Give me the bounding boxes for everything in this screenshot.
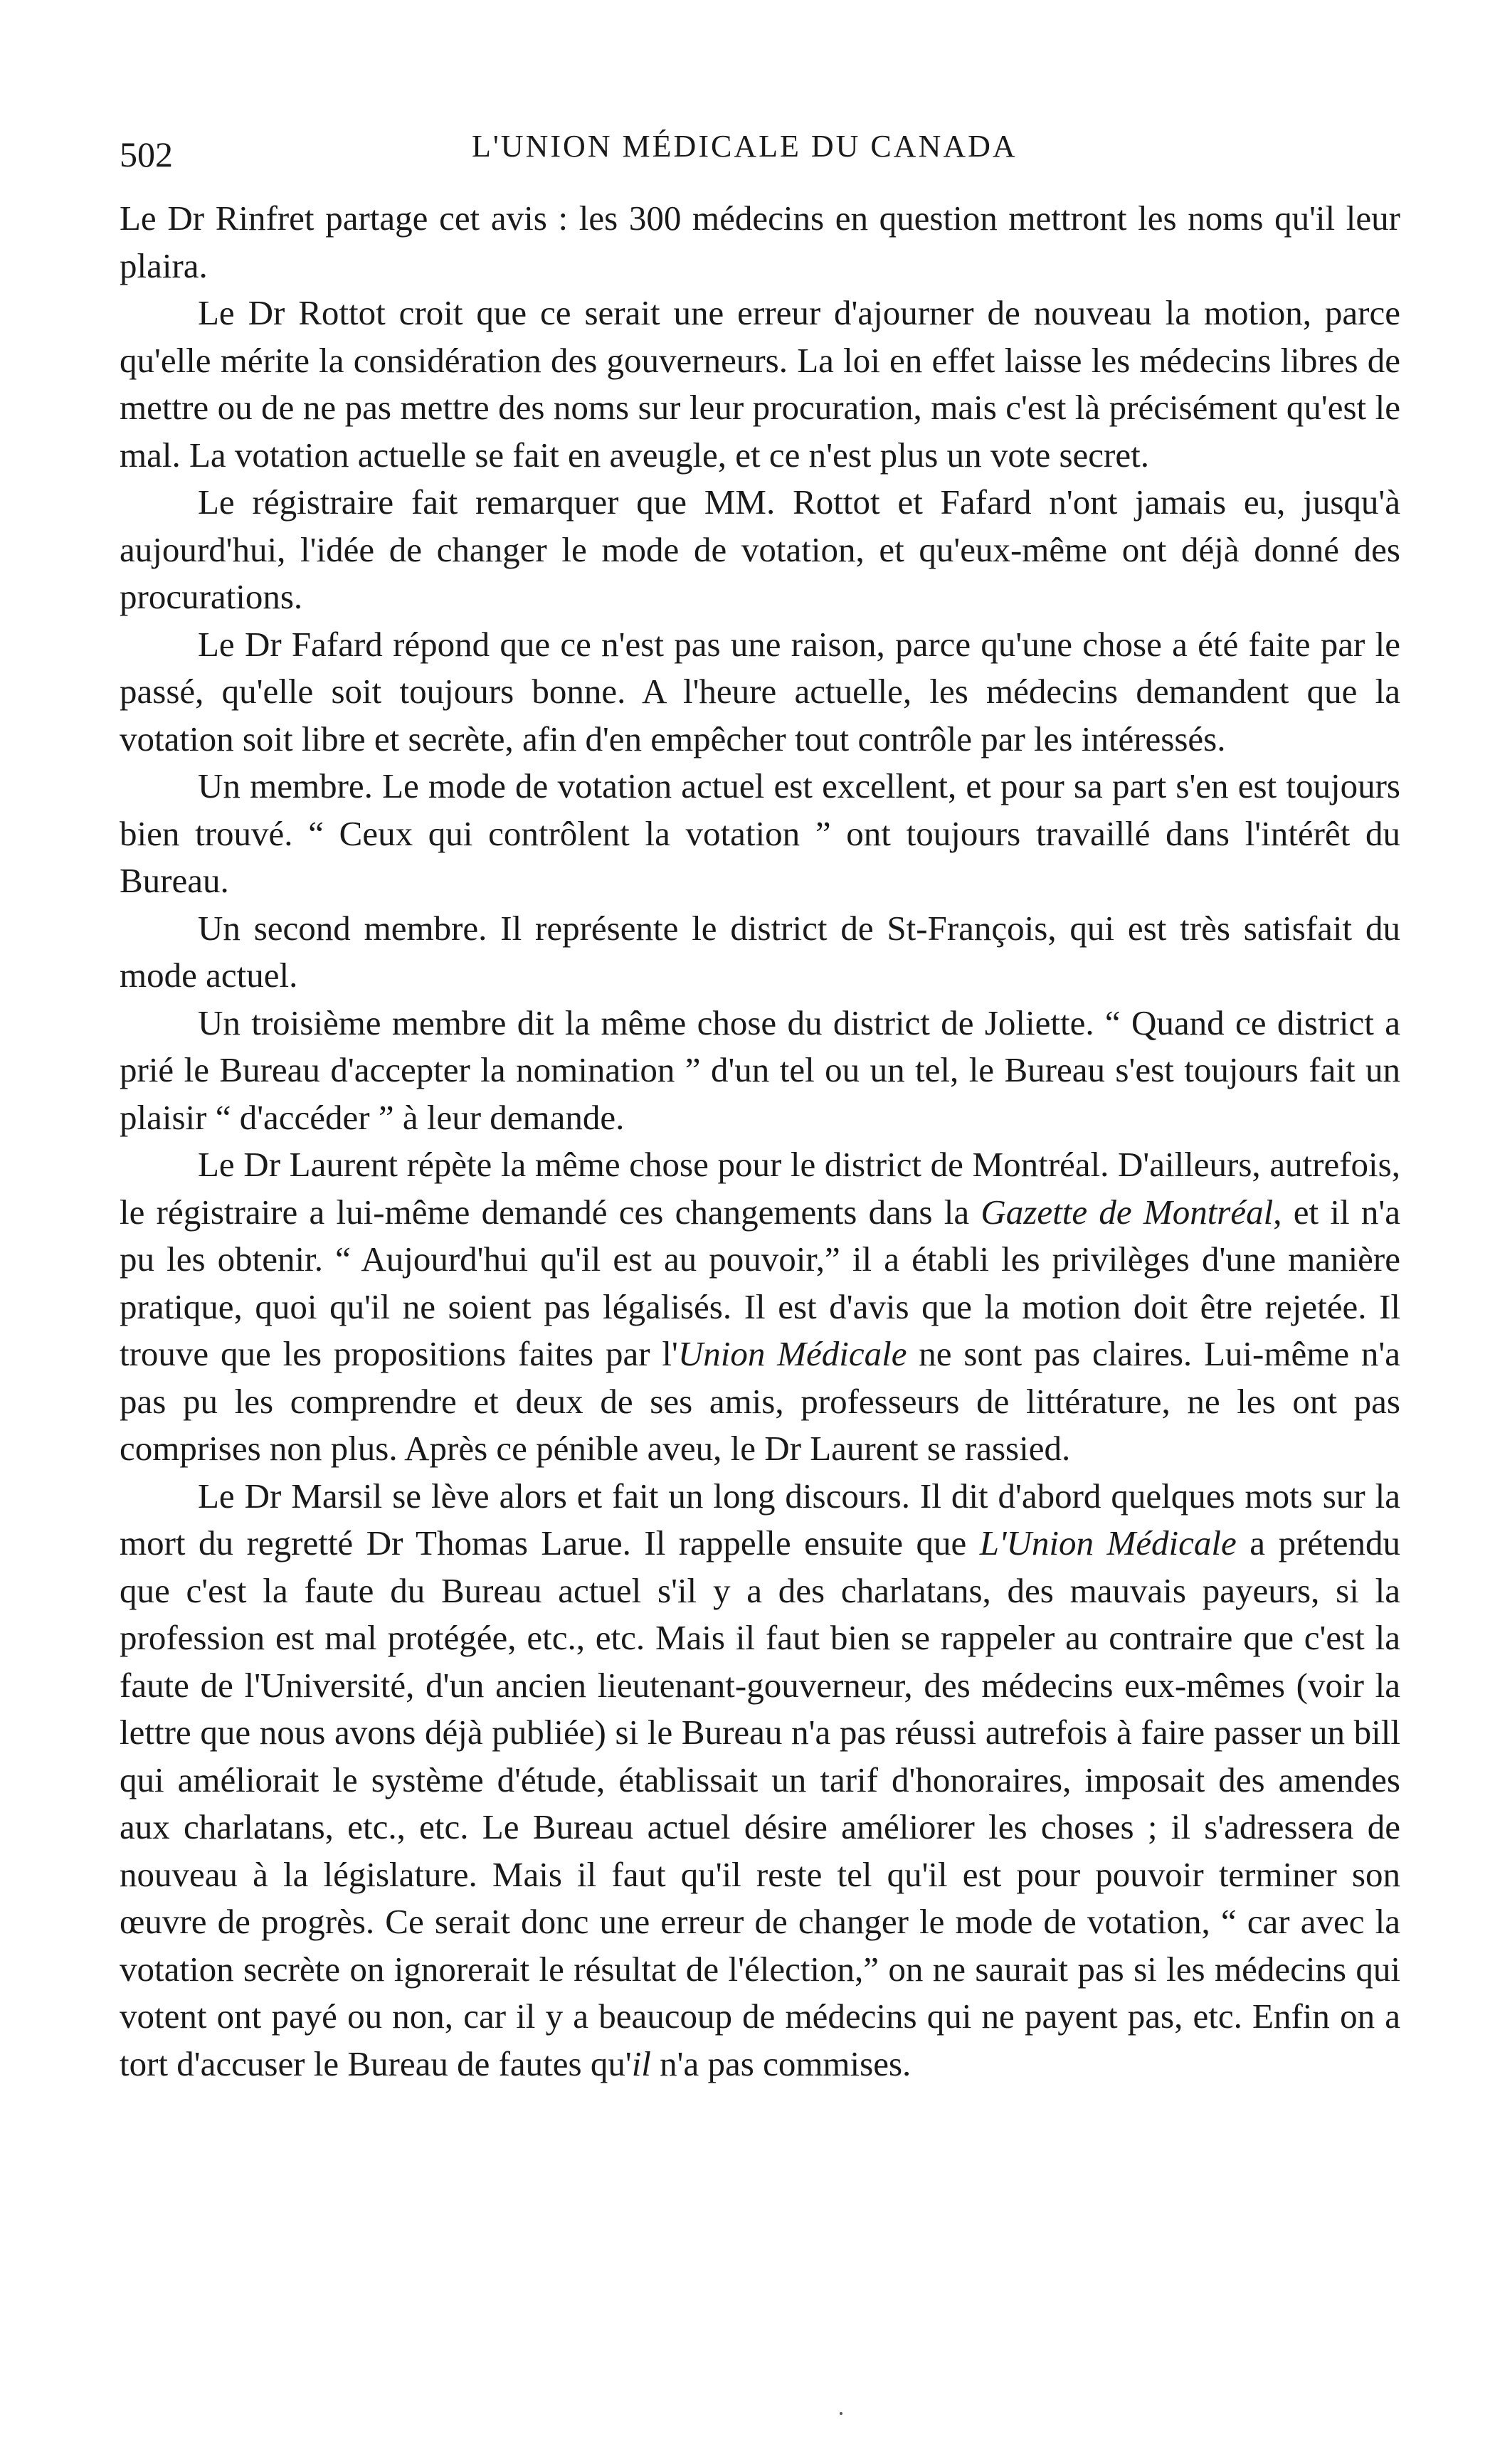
paragraph [120, 621, 1400, 763]
running-title: L'UNION MÉDICALE DU CANADA [472, 129, 1018, 164]
paragraph [120, 195, 1400, 290]
body-text [120, 195, 1400, 2088]
paragraph-text: , et il n'a pu les obtenir. “ Aujourd'hui qu'il est au pouvoir,” il a établi les privilèges d'une manière pratique, quoi qu'il ne soient pas légalisés. Il est d'avis que la motion doit être rejetée. Il trouve que les propositions faites par l' [120, 1192, 1401, 1373]
paragraph-text: Le Dr Marsil se lève alors et fait un long discours. Il dit d'abord quelques mots sur la mort du regretté Dr Thomas Larue. Il rappelle ensuite que [120, 1476, 1400, 1563]
paragraph [120, 479, 1400, 621]
paragraph-text: ne sont pas claires. Lui-même n'a pas pu les comprendre et deux de ses amis, professeurs de littérature, ne les ont pas comprises non plus. Après ce pénible aveu, le Dr Laurent se rassied. [120, 1334, 1401, 1468]
italic-text: L'Union Médicale [979, 1523, 1237, 1563]
paragraph [120, 290, 1400, 479]
paragraph-text: Le Dr Rinfret partage cet avis : les 300 médecins en question mettront les noms qu'il leur plaira. [120, 199, 1400, 285]
paragraph-text: a prétendu que c'est la faute du Bureau actuel s'il y a des charlatans, des mauvais payeurs, si la profession est mal protégée, etc., etc. Mais il faut bien se rappeler au contraire que c'est la faute de l'Université, d'un ancien lieutenant-gouverneur, des médecins eux-mêmes (voir la lettre que nous avons déjà publiée) si le Bureau n'a pas réussi autrefois à faire passer un bill qui améliorait le système d'étude, établissait un tarif d'honoraires, imposait des amendes aux charlatans, etc., etc. Le Bureau actuel désire améliorer les choses ; il s'adressera de nouveau à la législature. Mais il faut qu'il reste tel qu'il est pour pouvoir terminer son œuvre de progrès. Ce serait donc une erreur de changer le mode de votation, “ car avec la votation secrète on ignorerait le résultat de l'élection,” on ne saurait pas si les médecins qui votent ont payé ou non, car il y a beaucoup de médecins qui ne payent pas, etc. Enfin on a tort d'accuser le Bureau de fautes qu' [120, 1523, 1401, 2083]
paragraph [120, 1141, 1400, 1473]
paragraph [120, 905, 1400, 1000]
paragraph-text: Un second membre. Il représente le district de St-François, qui est très satisfait du mode actuel. [120, 908, 1400, 995]
document-page [120, 121, 1400, 2088]
italic-text: Union Médicale [677, 1334, 907, 1373]
paragraph-text: n'a pas commises. [650, 2043, 912, 2083]
paragraph [120, 1473, 1400, 2088]
paragraph [120, 763, 1400, 905]
paragraph-text: Le Dr Rottot croit que ce serait une erreur d'ajourner de nouveau la motion, parce qu'elle mérite la considération des gouverneurs. La loi en effet laisse les médecins libres de mettre ou de ne pas mettre des noms sur leur procuration, mais c'est là précisément qu'est le mal. La votation actuelle se fait en aveugle, et ce n'est plus un vote secret. [120, 293, 1400, 475]
italic-text: Gazette de Montréal [981, 1192, 1274, 1232]
italic-text: il [631, 2043, 651, 2083]
paragraph-text: Le Dr Laurent répète la même chose pour le district de Montréal. D'ailleurs, autrefois, le régistraire a lui-même demandé ces changements dans la [120, 1145, 1400, 1232]
page-number: 502 [120, 134, 173, 174]
paragraph-text: Le Dr Fafard répond que ce n'est pas une raison, parce qu'une chose a été faite par le passé, qu'elle soit toujours bonne. A l'heure actuelle, les médecins demandent que la votation soit libre et secrète, afin d'en empêcher tout contrôle par les intéressés. [120, 624, 1400, 758]
paragraph-text: Un troisième membre dit la même chose du district de Joliette. “ Quand ce district a prié le Bureau d'accepter la nomination ” d'un tel ou un tel, le Bureau s'est toujours fait un plaisir “ d'accéder ” à leur demande. [120, 1003, 1400, 1137]
paragraph-text: Un membre. Le mode de votation actuel est excellent, et pour sa part s'en est toujours bien trouvé. “ Ceux qui contrôlent la votation ” ont toujours travaillé dans l'intérêt du Bureau. [120, 766, 1400, 900]
page-header [120, 121, 1400, 185]
paragraph-text: Le régistraire fait remarquer que MM. Rottot et Fafard n'ont jamais eu, jusqu'à aujourd'hui, l'idée de changer le mode de votation, et qu'eux-même ont déjà donné des procurations. [120, 482, 1400, 616]
paragraph [120, 1000, 1400, 1142]
print-speck [840, 2412, 842, 2415]
